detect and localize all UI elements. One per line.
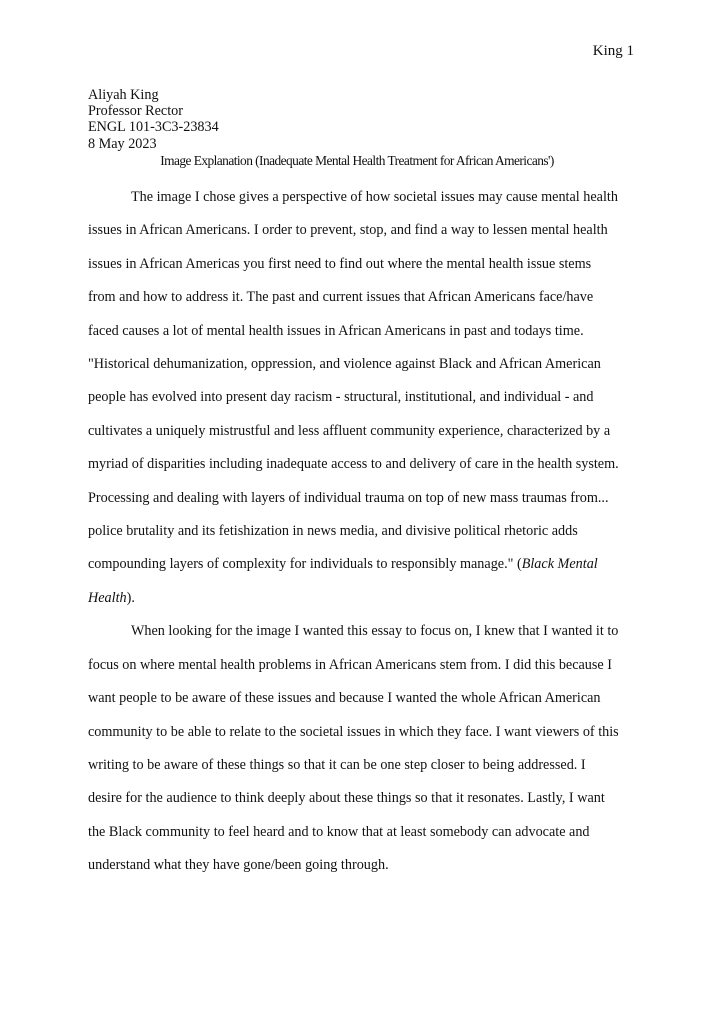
text-line: people has evolved into present day racism - structural, institutional, and individual - and	[88, 389, 594, 406]
paragraph-1	[88, 181, 634, 615]
author-name: Aliyah King	[88, 87, 159, 103]
text-line: focus on where mental health problems in African Americans stem from. I did this because I	[88, 656, 612, 673]
text-line: "Historical dehumanization, oppression, and violence against Black and African American	[88, 356, 601, 373]
citation-title: Black Mental	[521, 556, 598, 573]
essay-title: Image Explanation (Inadequate Mental Health Treatment for African Americans')	[160, 153, 554, 168]
text-line: myriad of disparities including inadequate access to and delivery of care in the health system.	[88, 456, 619, 473]
text-line	[88, 582, 634, 615]
essay-date: 8 May 2023	[88, 135, 157, 152]
running-header: King 1	[592, 43, 634, 59]
text-line	[88, 548, 634, 581]
text-line: community to be able to relate to the societal issues in which they face. I want viewers of this	[88, 723, 619, 740]
text-line: issues in African Americas you first need to find out where the mental health issue stems	[88, 255, 592, 272]
text-line: Processing and dealing with layers of individual trauma on top of new mass traumas from...	[88, 489, 609, 506]
instructor-name: Professor Rector	[88, 103, 183, 120]
essay-body	[88, 181, 634, 883]
text-line: police brutality and its fetishization in news media, and divisive political rhetoric adds	[88, 523, 578, 540]
text-line: desire for the audience to think deeply about these things so that it resonates. Lastly, I want	[88, 790, 605, 807]
citation-close: ).	[126, 589, 135, 606]
text-line: want people to be aware of these issues and because I wanted the whole African American	[88, 690, 601, 707]
text-line: The image I chose gives a perspective of how societal issues may cause mental health	[131, 189, 618, 205]
text-line: writing to be aware of these things so that it can be one step closer to being addressed. I	[88, 756, 586, 773]
text-line: understand what they have gone/been going through.	[88, 857, 389, 874]
quote-ending: compounding layers of complexity for individuals to responsibly manage." (	[88, 556, 522, 573]
paragraph-2	[88, 615, 634, 882]
text-line: issues in African Americans. I order to prevent, stop, and find a way to lessen mental health	[88, 222, 608, 239]
text-line: When looking for the image I wanted this essay to focus on, I knew that I wanted it to	[131, 623, 619, 640]
text-line: faced causes a lot of mental health issues in African Americans in past and todays time.	[88, 322, 584, 339]
text-line: from and how to address it. The past and current issues that African Americans face/have	[88, 289, 594, 306]
text-line: the Black community to feel heard and to know that at least somebody can advocate and	[88, 823, 590, 840]
text-line: cultivates a uniquely mistrustful and less affluent community experience, characterized by a	[88, 422, 611, 439]
citation-title-continued: Health	[88, 589, 127, 606]
mla-heading	[88, 87, 219, 152]
course-code: ENGL 101-3C3-23834	[88, 119, 219, 136]
